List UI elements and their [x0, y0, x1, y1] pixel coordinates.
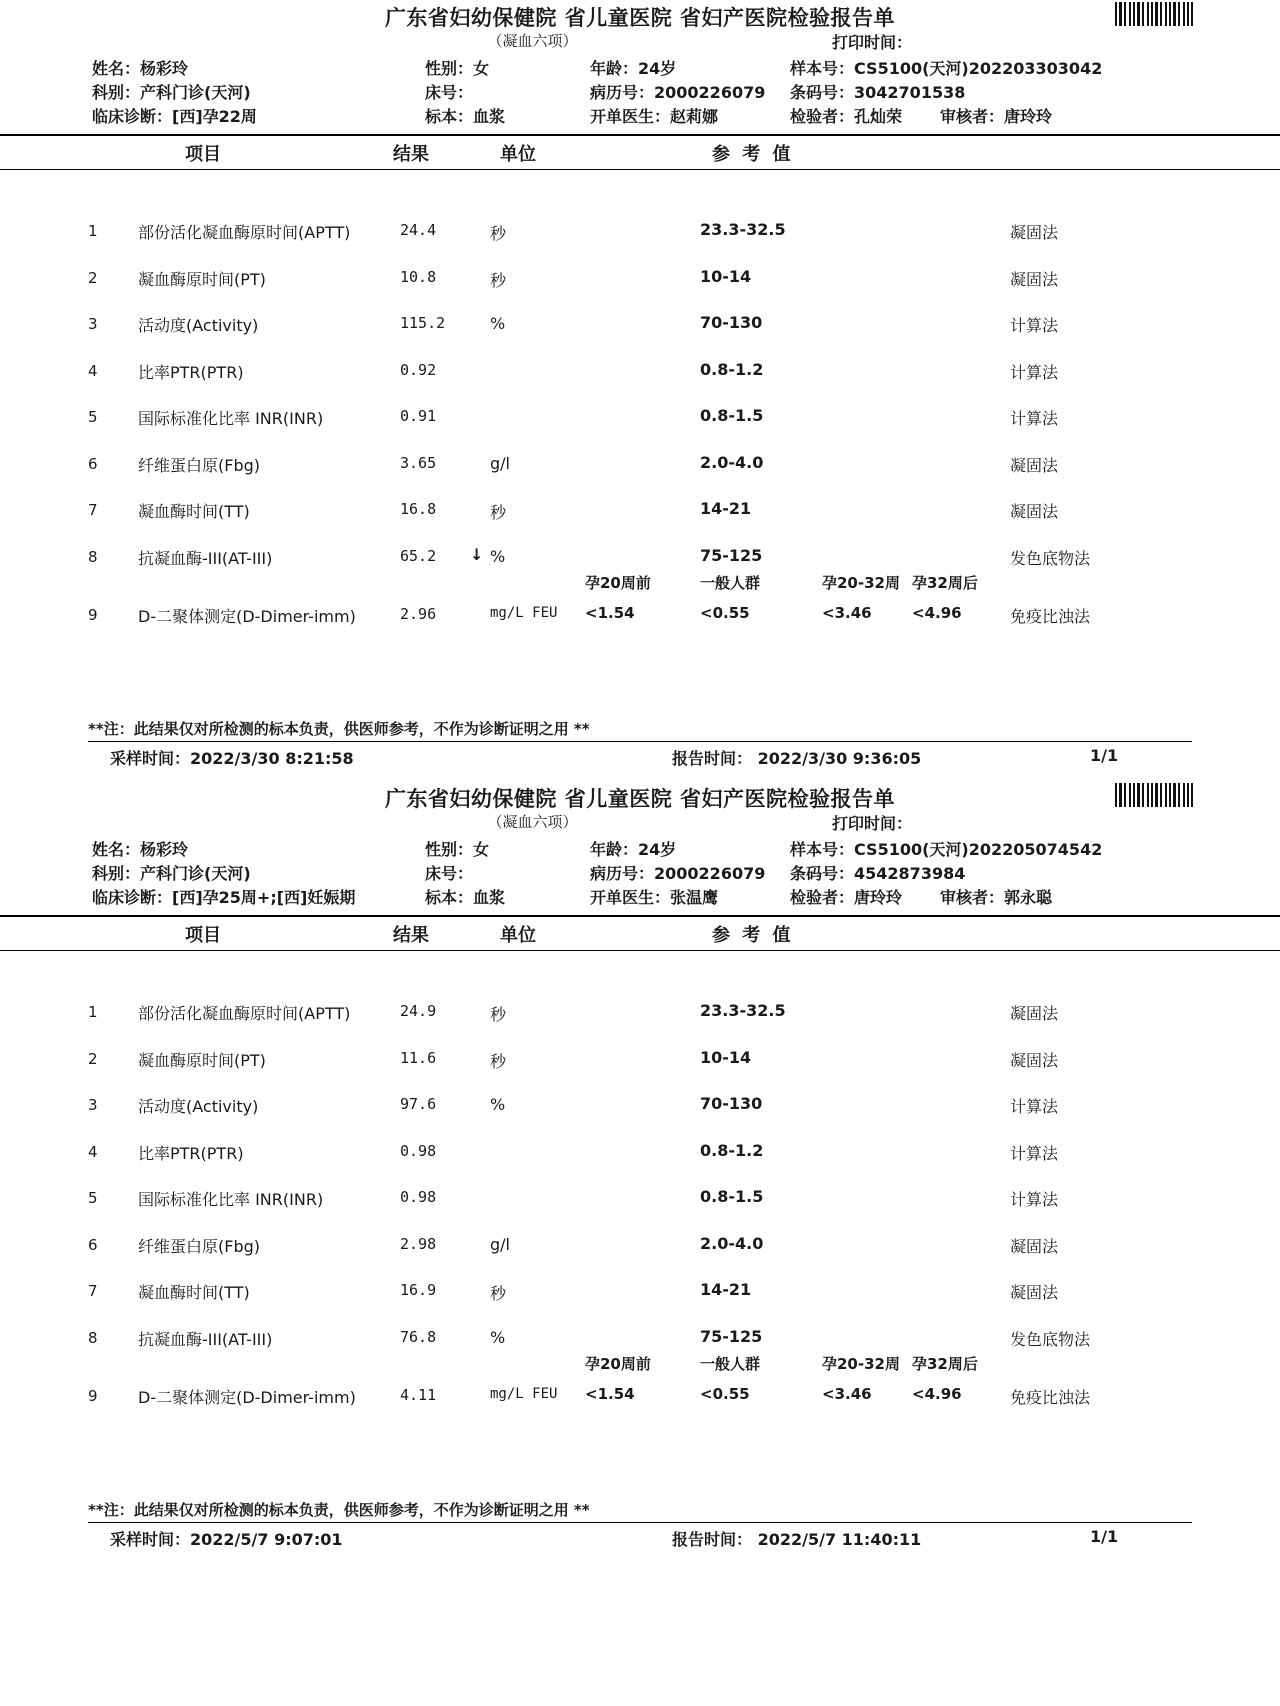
ddimer-group-labels	[0, 572, 1280, 594]
report-time: 报告时间： 2022/5/7 11:40:11	[672, 1530, 922, 1549]
bed-no: 床号：	[425, 864, 474, 883]
row-index: 3	[88, 315, 98, 333]
row-item-name: 部份活化凝血酶原时间(APTT)	[138, 1004, 351, 1023]
row-item-name: 国际标准化比率 INR(INR)	[138, 409, 324, 428]
row-method: 计算法	[1010, 1143, 1059, 1163]
barcode-no: 条码号：3042701538	[790, 83, 966, 102]
lab-report-card	[0, 781, 1280, 1551]
row-reference-range: 70-130	[700, 1094, 763, 1113]
patient-info	[0, 56, 1280, 128]
column-header-reference: 参 考 值	[712, 925, 794, 946]
row-result-value: 24.4	[400, 221, 437, 239]
row-unit: mg/L FEU	[490, 605, 558, 621]
row-index: 4	[88, 1142, 98, 1161]
table-row	[0, 1179, 1280, 1226]
row-item-name: 国际标准化比率 INR(INR)	[138, 1190, 324, 1209]
table-row	[0, 993, 1280, 1040]
row-index: 6	[88, 454, 98, 473]
row-method: 计算法	[1010, 1190, 1059, 1209]
row-index: 9	[88, 1387, 98, 1405]
row-unit: %	[490, 314, 506, 333]
row-result-value: 2.96	[400, 605, 437, 623]
column-header-unit: 单位	[500, 144, 536, 165]
print-time-label: 打印时间：	[832, 814, 913, 833]
row-abnormal-flag-icon: ↓	[470, 544, 484, 564]
row-reference-range: 14-21	[700, 499, 752, 518]
ddimer-ref-post32: <4.96	[912, 604, 962, 622]
row-reference-range: 10-14	[700, 1047, 752, 1067]
row-result-value: 0.98	[400, 1188, 437, 1206]
row-method: 凝固法	[1010, 455, 1059, 475]
ddimer-label-pre20: 孕20周前	[585, 1355, 651, 1373]
table-row	[0, 212, 1280, 259]
sampling-time: 采样时间：2022/3/30 8:21:58	[110, 749, 354, 768]
page-title: 广东省妇幼保健院 省儿童医院 省妇产医院检验报告单	[384, 787, 896, 811]
column-header-item: 项目	[185, 925, 221, 946]
table-row	[0, 259, 1280, 306]
table-row	[0, 1272, 1280, 1319]
row-index: 5	[88, 408, 98, 426]
patient-info	[0, 837, 1280, 909]
row-item-name: 纤维蛋白原(Fbg)	[138, 455, 261, 475]
tester: 检验者：唐玲玲	[790, 888, 903, 907]
patient-name: 姓名：杨彩玲	[92, 840, 189, 859]
row-result-value: 24.9	[400, 1002, 437, 1020]
row-method: 计算法	[1010, 316, 1059, 335]
row-index: 7	[88, 1282, 98, 1300]
row-result-value: 11.6	[400, 1048, 437, 1067]
row-reference-range: 23.3-32.5	[700, 220, 786, 239]
row-item-name: 抗凝血酶-III(AT-III)	[138, 548, 273, 568]
column-header-item: 项目	[185, 144, 221, 165]
row-unit: 秒	[490, 503, 507, 522]
specimen-type: 标本：血浆	[425, 888, 506, 907]
column-header-result: 结果	[393, 925, 429, 946]
table-row	[0, 1133, 1280, 1180]
row-unit: g/l	[490, 453, 510, 473]
row-reference-range: 70-130	[700, 313, 763, 332]
record-no: 病历号：2000226079	[590, 864, 766, 883]
results-body-1	[0, 212, 1280, 584]
row-index: 6	[88, 1235, 98, 1254]
row-method: 凝固法	[1010, 1236, 1059, 1256]
ddimer-label-20to32: 孕20-32周	[822, 574, 900, 592]
row-method: 凝固法	[1010, 1050, 1059, 1070]
ddimer-label-post32: 孕32周后	[912, 1355, 978, 1373]
tester: 检验者：孔灿荣	[790, 107, 903, 126]
record-no: 病历号：2000226079	[590, 83, 766, 102]
row-item-name: 凝血酶时间(TT)	[138, 502, 250, 521]
ddimer-label-post32: 孕32周后	[912, 574, 978, 592]
row-method: 凝固法	[1010, 1004, 1059, 1023]
row-unit: %	[490, 1095, 506, 1114]
table-header-row	[0, 917, 1280, 950]
row-method: 免疫比浊法	[1010, 1388, 1091, 1407]
row-result-value: 2.98	[400, 1234, 437, 1253]
row-item-name: 活动度(Activity)	[138, 316, 259, 335]
patient-age: 年龄：24岁	[590, 59, 677, 78]
print-time-label: 打印时间：	[832, 33, 913, 52]
row-reference-range: 23.3-32.5	[700, 1001, 786, 1020]
row-reference-range: 75-125	[700, 545, 763, 565]
table-row	[0, 1226, 1280, 1273]
barcode-icon	[1115, 783, 1193, 807]
row-item-name: 比率PTR(PTR)	[138, 1143, 244, 1163]
table-row-ddimer-2	[0, 1355, 1280, 1425]
table-row	[0, 1086, 1280, 1133]
row-item-name: 抗凝血酶-III(AT-III)	[138, 1329, 273, 1349]
ddimer-ref-post32: <4.96	[912, 1385, 962, 1403]
row-item-name: 纤维蛋白原(Fbg)	[138, 1236, 261, 1256]
row-result-value: 0.92	[400, 360, 437, 379]
report-footer	[0, 742, 1280, 770]
row-reference-range: 0.8-1.5	[700, 1187, 764, 1206]
row-method: 凝固法	[1010, 269, 1059, 289]
ddimer-group-labels	[0, 1353, 1280, 1375]
report-footer	[0, 1523, 1280, 1551]
reviewer: 审核者：郭永聪	[940, 888, 1053, 907]
disclaimer-note: **注：此结果仅对所检测的标本负责，供医师参考，不作为诊断证明之用 **	[88, 1501, 590, 1519]
row-reference-range: 2.0-4.0	[700, 452, 764, 472]
ddimer-ref-pre20: <1.54	[585, 1385, 635, 1403]
row-index: 1	[88, 1003, 98, 1021]
row-unit: 秒	[490, 1005, 507, 1024]
row-index: 7	[88, 501, 98, 519]
row-result-value: 0.91	[400, 407, 437, 425]
report-subtitle: （凝血六项）	[487, 32, 578, 50]
row-method: 计算法	[1010, 362, 1059, 382]
row-item-name: 凝血酶时间(TT)	[138, 1283, 250, 1302]
ddimer-label-20to32: 孕20-32周	[822, 1355, 900, 1373]
row-unit: 秒	[490, 270, 507, 290]
patient-gender: 性别：女	[425, 840, 490, 859]
row-result-value: 10.8	[400, 267, 437, 286]
report-header	[0, 781, 1280, 811]
row-unit: %	[490, 546, 506, 566]
clinical-diagnosis: 临床诊断：[西]孕22周	[92, 107, 257, 126]
page-number: 1/1	[1090, 746, 1119, 765]
department: 科别：产科门诊(天河)	[92, 83, 251, 102]
row-unit: 秒	[490, 1051, 507, 1071]
row-method: 凝固法	[1010, 502, 1059, 521]
barcode-icon	[1115, 2, 1193, 26]
row-index: 3	[88, 1096, 98, 1114]
row-unit: mg/L FEU	[490, 1386, 558, 1402]
row-result-value: 0.98	[400, 1141, 437, 1160]
bed-no: 床号：	[425, 83, 474, 102]
row-item-name: 比率PTR(PTR)	[138, 362, 244, 382]
row-reference-range: 0.8-1.2	[700, 1140, 764, 1160]
row-index: 2	[88, 1049, 98, 1068]
results-table	[0, 915, 1280, 1425]
row-result-value: 16.9	[400, 1281, 437, 1299]
row-unit: g/l	[490, 1234, 510, 1254]
row-result-value: 76.8	[400, 1327, 437, 1346]
row-method: 计算法	[1010, 409, 1059, 428]
ddimer-label-pre20: 孕20周前	[585, 574, 651, 592]
table-row	[0, 352, 1280, 399]
department: 科别：产科门诊(天河)	[92, 864, 251, 883]
column-header-result: 结果	[393, 144, 429, 165]
row-item-name: 活动度(Activity)	[138, 1097, 259, 1116]
ddimer-ref-pre20: <1.54	[585, 604, 635, 622]
report-header	[0, 0, 1280, 30]
ddimer-label-general: 一般人群	[700, 1355, 761, 1373]
row-unit: %	[490, 1327, 506, 1347]
patient-name: 姓名：杨彩玲	[92, 59, 189, 78]
row-reference-range: 0.8-1.5	[700, 406, 764, 425]
row-reference-range: 14-21	[700, 1280, 752, 1299]
page-number: 1/1	[1090, 1527, 1119, 1546]
table-row	[0, 1040, 1280, 1087]
sample-no: 样本号：CS5100(天河)202205074542	[790, 840, 1103, 859]
ddimer-ref-general: <0.55	[700, 1385, 750, 1403]
table-header-row	[0, 136, 1280, 169]
report-time: 报告时间： 2022/3/30 9:36:05	[672, 749, 922, 768]
reviewer: 审核者：唐玲玲	[940, 107, 1053, 126]
table-row	[0, 305, 1280, 352]
column-header-unit: 单位	[500, 925, 536, 946]
ddimer-ref-20to32: <3.46	[822, 1385, 872, 1403]
ddimer-ref-20to32: <3.46	[822, 604, 872, 622]
report-subtitle: （凝血六项）	[487, 813, 578, 831]
lab-report-card	[0, 0, 1280, 770]
clinical-diagnosis: 临床诊断：[西]孕25周+;[西]妊娠期	[92, 888, 356, 907]
row-method: 凝固法	[1010, 223, 1059, 242]
ordering-doctor: 开单医生：张温鹰	[590, 888, 719, 907]
row-item-name: D-二聚体测定(D-Dimer-imm)	[138, 1388, 356, 1407]
row-reference-range: 10-14	[700, 266, 752, 286]
row-item-name: D-二聚体测定(D-Dimer-imm)	[138, 607, 356, 626]
table-row-ddimer-1	[0, 574, 1280, 644]
table-row	[0, 491, 1280, 538]
row-index: 4	[88, 361, 98, 380]
results-table	[0, 134, 1280, 644]
row-item-name: 凝血酶原时间(PT)	[138, 1050, 266, 1070]
ordering-doctor: 开单医生：赵莉娜	[590, 107, 719, 126]
barcode-no: 条码号：4542873984	[790, 864, 966, 883]
row-result-value: 65.2	[400, 546, 437, 565]
row-reference-range: 2.0-4.0	[700, 1233, 764, 1253]
column-header-reference: 参 考 值	[712, 144, 794, 165]
results-body-2	[0, 993, 1280, 1365]
row-method: 计算法	[1010, 1097, 1059, 1116]
row-result-value: 4.11	[400, 1386, 437, 1404]
specimen-type: 标本：血浆	[425, 107, 506, 126]
sampling-time: 采样时间：2022/5/7 9:07:01	[110, 1530, 343, 1549]
row-reference-range: 75-125	[700, 1326, 763, 1346]
row-result-value: 115.2	[400, 314, 446, 332]
table-row	[0, 398, 1280, 445]
row-unit: 秒	[490, 1284, 507, 1303]
page-title: 广东省妇幼保健院 省儿童医院 省妇产医院检验报告单	[384, 6, 896, 30]
row-unit: 秒	[490, 224, 507, 243]
row-item-name: 凝血酶原时间(PT)	[138, 269, 266, 289]
row-item-name: 部份活化凝血酶原时间(APTT)	[138, 223, 351, 242]
patient-age: 年龄：24岁	[590, 840, 677, 859]
table-row	[0, 445, 1280, 492]
row-index: 2	[88, 268, 98, 287]
disclaimer-note: **注：此结果仅对所检测的标本负责，供医师参考，不作为诊断证明之用 **	[88, 720, 590, 738]
ddimer-label-general: 一般人群	[700, 574, 761, 592]
row-index: 8	[88, 1328, 98, 1347]
patient-gender: 性别：女	[425, 59, 490, 78]
row-index: 1	[88, 222, 98, 240]
row-index: 9	[88, 606, 98, 624]
row-index: 8	[88, 547, 98, 566]
row-reference-range: 0.8-1.2	[700, 359, 764, 379]
row-method: 凝固法	[1010, 1283, 1059, 1302]
row-result-value: 3.65	[400, 453, 437, 472]
row-method: 发色底物法	[1010, 1329, 1091, 1349]
row-index: 5	[88, 1189, 98, 1207]
ddimer-ref-general: <0.55	[700, 604, 750, 622]
row-result-value: 16.8	[400, 500, 437, 518]
sample-no: 样本号：CS5100(天河)202203303042	[790, 59, 1103, 78]
row-method: 免疫比浊法	[1010, 607, 1091, 626]
row-result-value: 97.6	[400, 1095, 437, 1113]
row-method: 发色底物法	[1010, 548, 1091, 568]
